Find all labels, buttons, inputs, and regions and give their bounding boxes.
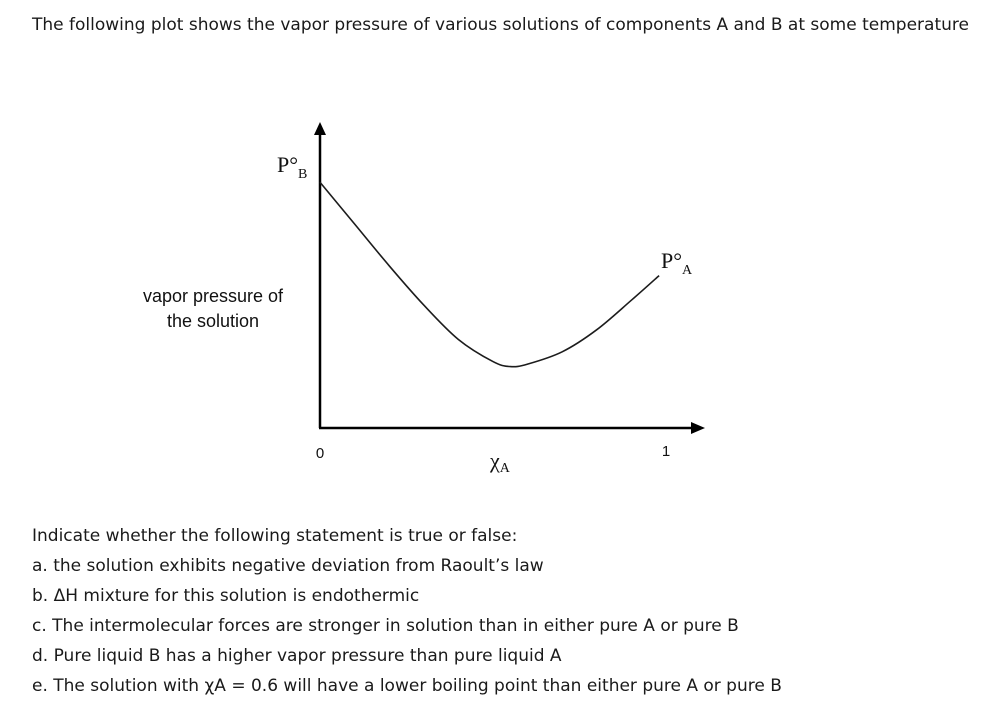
annotation-p-a: $P^\circ_A$ bbox=[661, 248, 693, 278]
statement-d: d. Pure liquid B has a higher vapor pressure than pure liquid A bbox=[32, 646, 562, 666]
statement-c: c. The intermolecular forces are stronger in solution than in either pure A or pure B bbox=[32, 616, 739, 636]
intro-text: The following plot shows the vapor pressure of various solutions of components A and B at some temperature bbox=[32, 15, 969, 35]
vapor-pressure-curve bbox=[320, 182, 659, 367]
annotation-p-b: $P^\circ_B$ bbox=[277, 152, 308, 182]
statement-b: b. ΔH mixture for this solution is endothermic bbox=[32, 586, 420, 606]
y-axis-label-line-1: vapor pressure of bbox=[142, 286, 284, 306]
question-list bbox=[32, 521, 977, 701]
x-tick-label-1: 1 bbox=[661, 443, 671, 460]
x-axis-label: χA bbox=[490, 448, 510, 476]
question-prompt: Indicate whether the following statement is true or false: bbox=[32, 526, 518, 546]
y-axis-arrowhead bbox=[314, 122, 326, 135]
statement-e: e. The solution with χA = 0.6 will have a lower boiling point than either pure A or pure B bbox=[32, 676, 782, 696]
statement-a: a. the solution exhibits negative deviation from Raoult’s law bbox=[32, 556, 544, 576]
y-axis-label-line-2: the solution bbox=[166, 311, 260, 331]
x-axis-arrowhead bbox=[691, 422, 705, 434]
x-tick-label-0: 0 bbox=[315, 445, 325, 462]
